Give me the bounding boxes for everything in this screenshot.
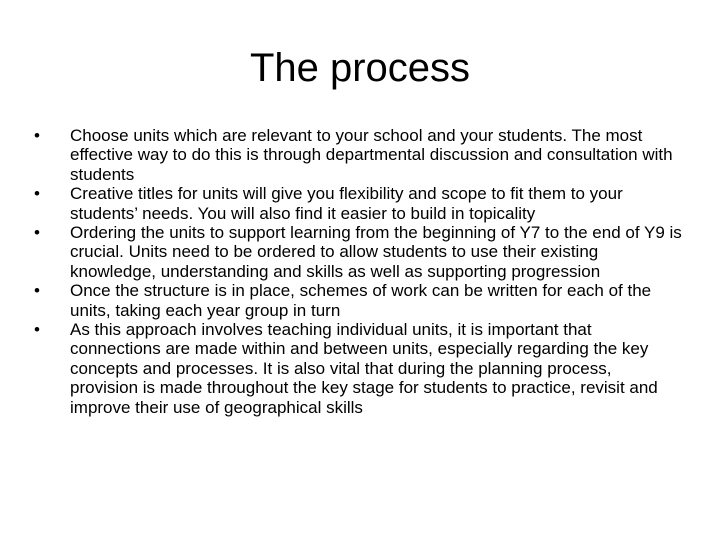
bullet-item-1 bbox=[34, 126, 682, 184]
bullet-text: Creative titles for units will give you flexibility and scope to fit them to your students’ needs. You will also find it easier to build in topicality bbox=[70, 184, 623, 223]
bullet-dot-icon: • bbox=[34, 223, 40, 243]
bullet-item-4 bbox=[34, 281, 682, 320]
slide-title: The process bbox=[249, 46, 471, 90]
bullet-dot-icon: • bbox=[34, 184, 40, 204]
bullet-text: Once the structure is in place, schemes of work can be written for each of the units, taking each year group in turn bbox=[70, 281, 652, 320]
bullet-item-2 bbox=[34, 184, 682, 223]
bullet-list bbox=[34, 126, 682, 417]
bullet-item-5 bbox=[34, 320, 682, 417]
bullet-dot-icon: • bbox=[34, 281, 40, 301]
bullet-text: Choose units which are relevant to your school and your students. The most effective way to do this is through departmental discussion and consultation with students bbox=[70, 126, 673, 184]
bullet-text: As this approach involves teaching individual units, it is important that connections are made within and between units, especially regarding the key concepts and processes. It is also vital that during the planning process, provision is made throughout the key stage for students to practice, revisit and improve their use of geographical skills bbox=[70, 320, 658, 417]
bullet-dot-icon: • bbox=[34, 126, 40, 145]
bullet-item-3 bbox=[34, 223, 682, 281]
bullet-dot-icon: • bbox=[34, 320, 40, 340]
bullet-text: Ordering the units to support learning from the beginning of Y7 to the end of Y9 is crucial. Units need to be ordered to allow students to use their existing knowledge, understanding and skills as well as supporting progression bbox=[70, 223, 682, 281]
